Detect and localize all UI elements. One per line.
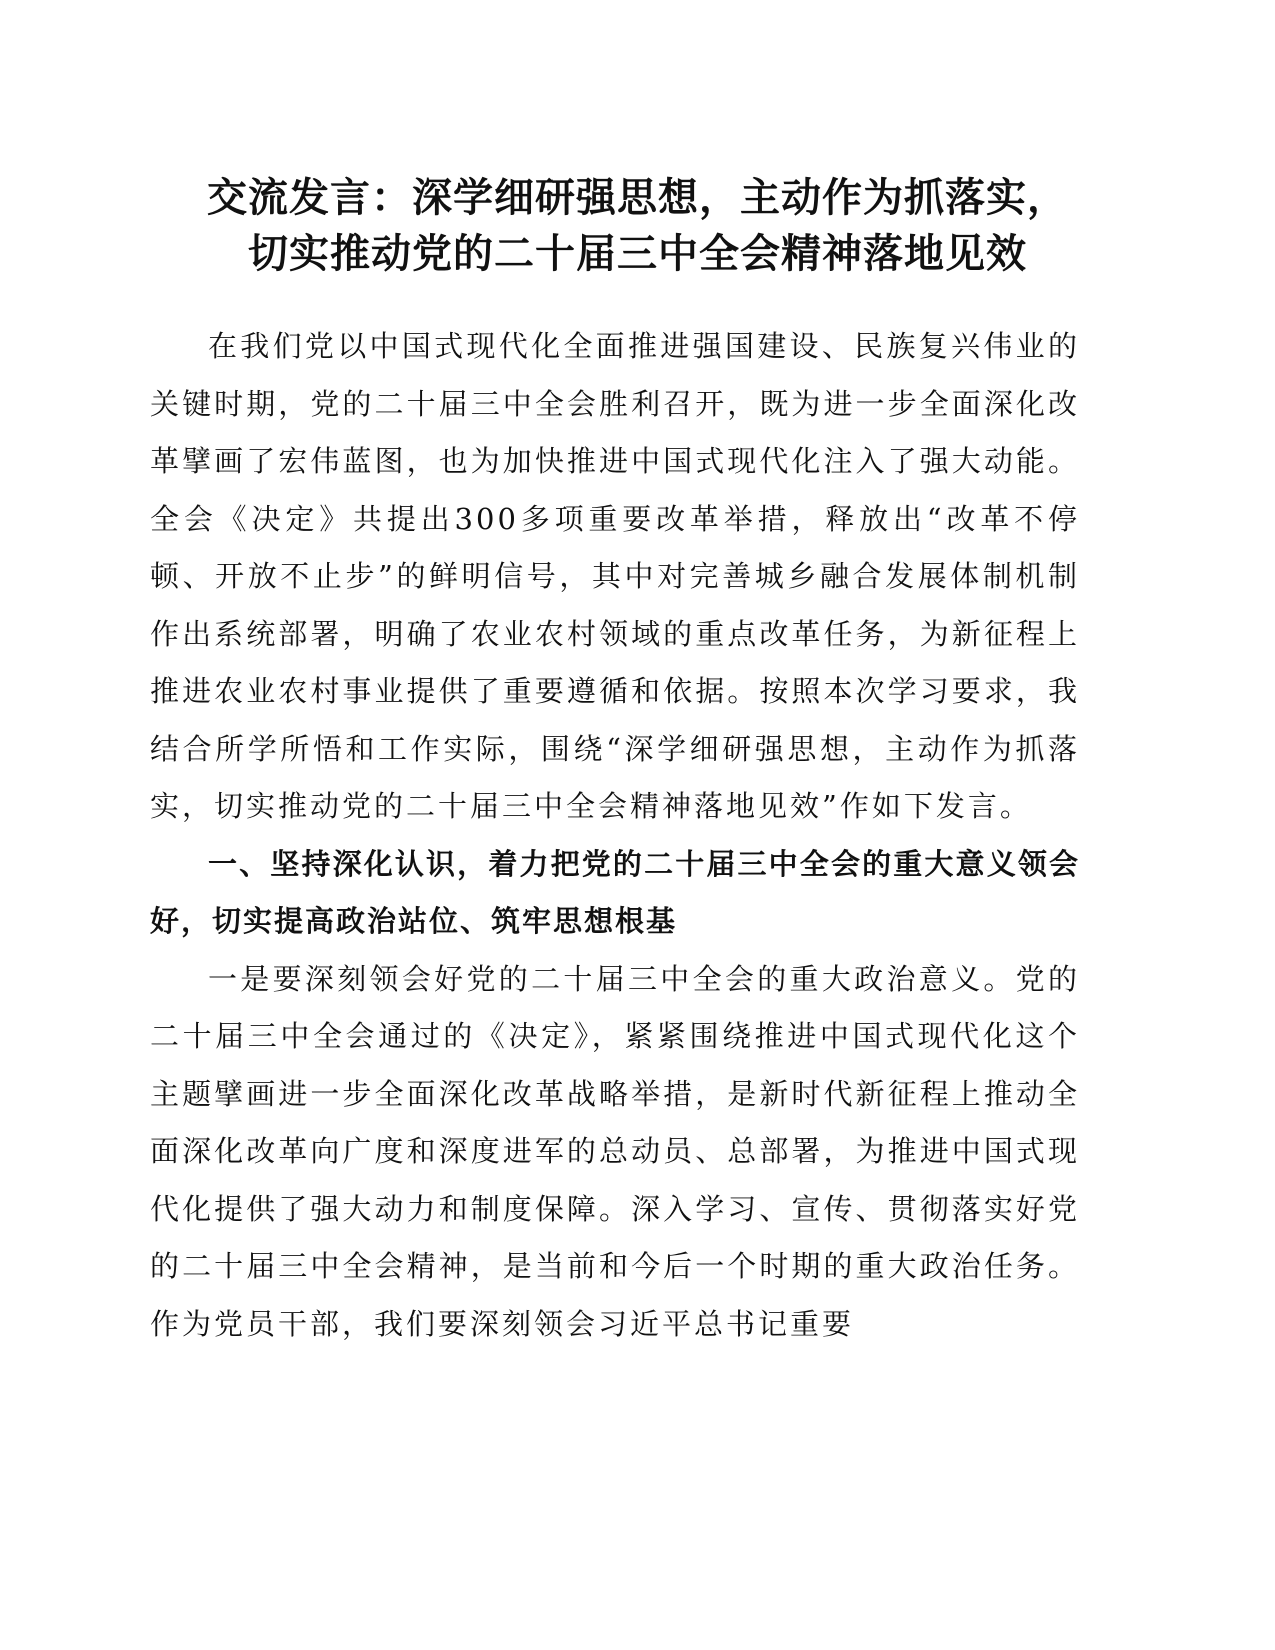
- section-heading-1: 一、坚持深化认识，着力把党的二十届三中全会的重大意义领会好，切实提高政治站位、筑牢思想根基: [150, 846, 1080, 938]
- document-title: [150, 170, 1125, 282]
- title-line-1: 交流发言：深学细研强思想，主动作为抓落实，: [207, 174, 1068, 221]
- document-body: [150, 318, 1080, 1353]
- title-line-2: 切实推动党的二十届三中全会精神落地见效: [248, 230, 1027, 277]
- section-1-paragraph-1: 一是要深刻领会好党的二十届三中全会的重大政治意义。党的二十届三中全会通过的《决定》，紧紧围绕推进中国式现代化这个主题擘画进一步全面深化改革战略举措，是新时代新征程上推动全面深化改革向广度和深度进军的总动员、总部署，为推进中国式现代化提供了强大动力和制度保障。深入学习、宣传、贯彻落实好党的二十届三中全会精神，是当前和今后一个时期的重大政治任务。作为党员干部，我们要深刻领会习近平总书记重要: [150, 961, 1080, 1341]
- intro-paragraph: 在我们党以中国式现代化全面推进强国建设、民族复兴伟业的关键时期，党的二十届三中全会胜利召开，既为进一步全面深化改革擘画了宏伟蓝图，也为加快推进中国式现代化注入了强大动能。全会《决定》共提出300多项重要改革举措，释放出“改革不停顿、开放不止步”的鲜明信号，其中对完善城乡融合发展体制机制作出系统部署，明确了农业农村领域的重点改革任务，为新征程上推进农业农村事业提供了重要遵循和依据。按照本次学习要求，我结合所学所悟和工作实际，围绕“深学细研强思想，主动作为抓落实，切实推动党的二十届三中全会精神落地见效”作如下发言。: [150, 329, 1080, 823]
